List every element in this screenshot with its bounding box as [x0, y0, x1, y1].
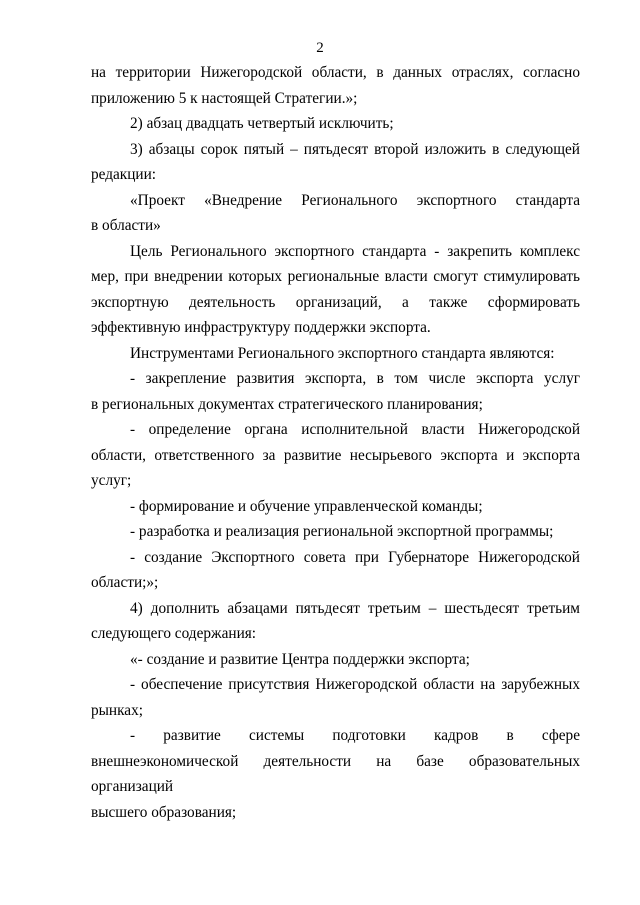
- paragraph: [91, 137, 580, 188]
- text-line: - разработка и реализация региональной экспортной программы;: [130, 523, 554, 540]
- paragraph: [91, 239, 580, 341]
- paragraph: [91, 60, 580, 111]
- text-line: области;»;: [91, 574, 159, 591]
- paragraph: [91, 417, 580, 494]
- text-line: - формирование и обучение управленческой команды;: [130, 497, 483, 515]
- text-line: редакции:: [91, 166, 157, 183]
- text-line: внешнеэкономической деятельности на базе образовательных организаций: [91, 752, 580, 795]
- text-line: «- создание и развитие Центра поддержки экспорта;: [130, 650, 470, 668]
- paragraph: [91, 494, 580, 520]
- text-line: приложению 5 к настоящей Стратегии.»;: [91, 89, 358, 107]
- paragraph: [91, 647, 580, 673]
- text-line: высшего образования;: [91, 803, 237, 821]
- paragraph: [91, 519, 580, 545]
- text-line: в области»: [91, 217, 161, 234]
- text-line: 4) дополнить абзацами пятьдесят третьим – шестьдесят третьим: [130, 599, 580, 617]
- text-line: в региональных документах стратегического планирования;: [91, 395, 483, 413]
- text-line: мер, при внедрении которых региональные власти смогут стимулировать: [91, 268, 580, 285]
- text-line: - обеспечение присутствия Нижегородской области на зарубежных: [130, 676, 580, 693]
- text-line: на территории Нижегородской области, в данных отраслях, согласно: [91, 64, 580, 81]
- text-line: - определение органа исполнительной власти Нижегородской: [130, 421, 580, 438]
- document-body: [91, 60, 580, 825]
- paragraph: [91, 188, 580, 239]
- text-line: Цель Регионального экспортного стандарта - закрепить комплекс: [130, 242, 580, 260]
- text-line: - создание Экспортного совета при Губернаторе Нижегородской: [130, 548, 580, 566]
- paragraph: [91, 545, 580, 596]
- text-line: «Проект «Внедрение Регионального экспортного стандарта: [130, 191, 580, 209]
- paragraph: [91, 111, 580, 137]
- text-line: 3) абзацы сорок пятый – пятьдесят второй изложить в следующей: [130, 140, 580, 158]
- paragraph: [91, 672, 580, 723]
- text-line: услуг;: [91, 472, 132, 489]
- text-line: - закрепление развития экспорта, в том числе экспорта услуг: [130, 370, 580, 387]
- text-line: следующего содержания:: [91, 625, 257, 642]
- text-line: области, ответственного за развитие несырьевого экспорта и экспорта: [91, 446, 580, 464]
- paragraph: [91, 596, 580, 647]
- paragraph: [91, 723, 580, 825]
- text-line: Инструментами Регионального экспортного стандарта являются:: [130, 344, 555, 362]
- paragraph: [91, 341, 580, 367]
- text-line: экспортную деятельность организаций, а также сформировать: [91, 293, 580, 311]
- text-line: 2) абзац двадцать четвертый исключить;: [130, 115, 394, 132]
- page-number: 2: [316, 40, 324, 56]
- text-line: рынках;: [91, 701, 144, 719]
- text-line: - развитие системы подготовки кадров в сфере: [130, 727, 580, 744]
- text-line: эффективную инфраструктуру поддержки экспорта.: [91, 319, 431, 336]
- paragraph: [91, 366, 580, 417]
